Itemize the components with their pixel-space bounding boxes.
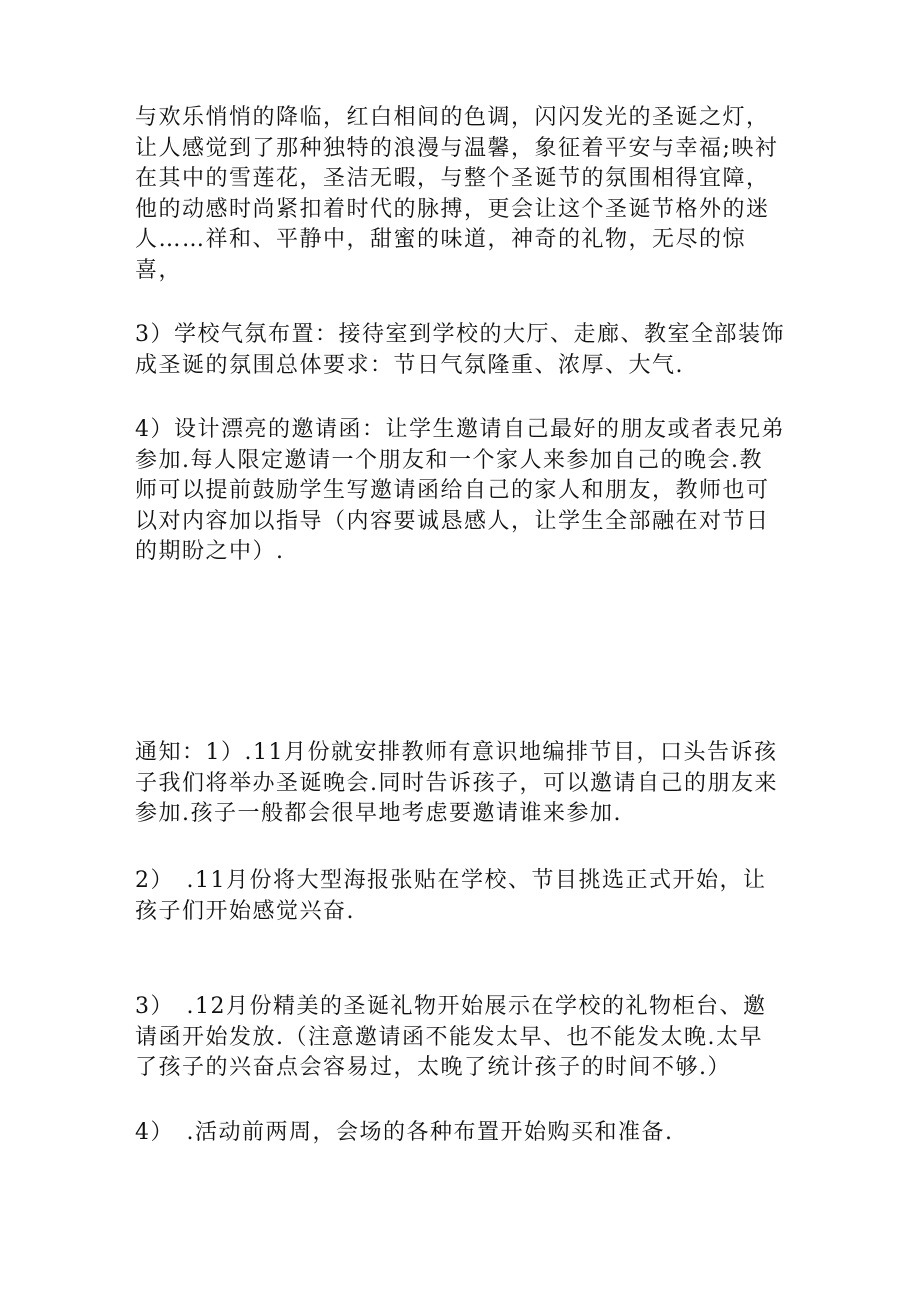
text-line: 4）设计漂亮的邀请函：让学生邀请自己最好的朋友或者表兄弟 [135,417,785,442]
text-line: 以对内容加以指导（内容要诚恳感人，让学生全部融在对节日 [135,508,770,534]
text-line: 与欢乐悄悄的降临，红白相间的色调，闪闪发光的圣诞之灯， [135,105,770,130]
text-line: 的期盼之中）. [135,539,285,564]
text-line: 3） .12月份精美的圣诞礼物开始展示在学校的礼物柜台、邀 [135,994,767,1019]
text-line: 3）学校气氛布置：接待室到学校的大厅、走廊、教室全部装饰 [135,322,785,347]
paragraph-notice-step-2 [135,866,785,927]
text-line: 请函开始发放.（注意邀请函不能发太早、也不能发太晚.太早 [135,1024,763,1050]
text-line: 人……祥和、平静中，甜蜜的味道，神奇的礼物，无尽的惊 [135,227,747,252]
text-line: 孩子们开始感觉兴奋. [135,898,355,924]
paragraph-notice-step-3 [135,992,785,1084]
text-line: 让人感觉到了那种独特的浪漫与温馨，象征着平安与幸福;映衬 [135,135,779,161]
text-line: 师可以提前鼓励学生写邀请函给自己的家人和朋友，教师也可 [135,478,770,503]
text-line: 成圣诞的氛围总体要求：节日气氛隆重、浓厚、大气. [135,352,684,378]
text-line: 他的动感时尚紧扣着时代的脉搏，更会让这个圣诞节格外的迷 [135,196,770,222]
text-line: 子我们将举办圣诞晚会.同时告诉孩子，可以邀请自己的朋友来 [135,770,778,796]
text-line: 了孩子的兴奋点会容易过，太晚了统计孩子的时间不够.） [135,1055,731,1080]
paragraph-christmas-atmosphere [135,103,785,286]
text-line: 4） .活动前两周，会场的各种布置开始购买和准备. [135,1120,674,1145]
paragraph-invitation-design [135,415,785,568]
paragraph-school-decoration [135,320,785,381]
text-line: 喜， [135,257,183,283]
paragraph-notice-step-4 [135,1118,785,1149]
text-line: 参加.每人限定邀请一个朋友和一个家人来参加自己的晚会.教 [135,447,763,473]
text-line: 通知：1）.11月份就安排教师有意识地编排节目，口头告诉孩 [135,740,778,765]
text-line: 参加.孩子一般都会很早地考虑要邀请谁来参加. [135,801,622,826]
text-line: 2） .11月份将大型海报张贴在学校、节目挑选正式开始，让 [135,868,767,893]
text-line: 在其中的雪莲花，圣洁无暇，与整个圣诞节的氛围相得宜障， [135,166,770,191]
paragraph-notice-step-1 [135,738,785,830]
